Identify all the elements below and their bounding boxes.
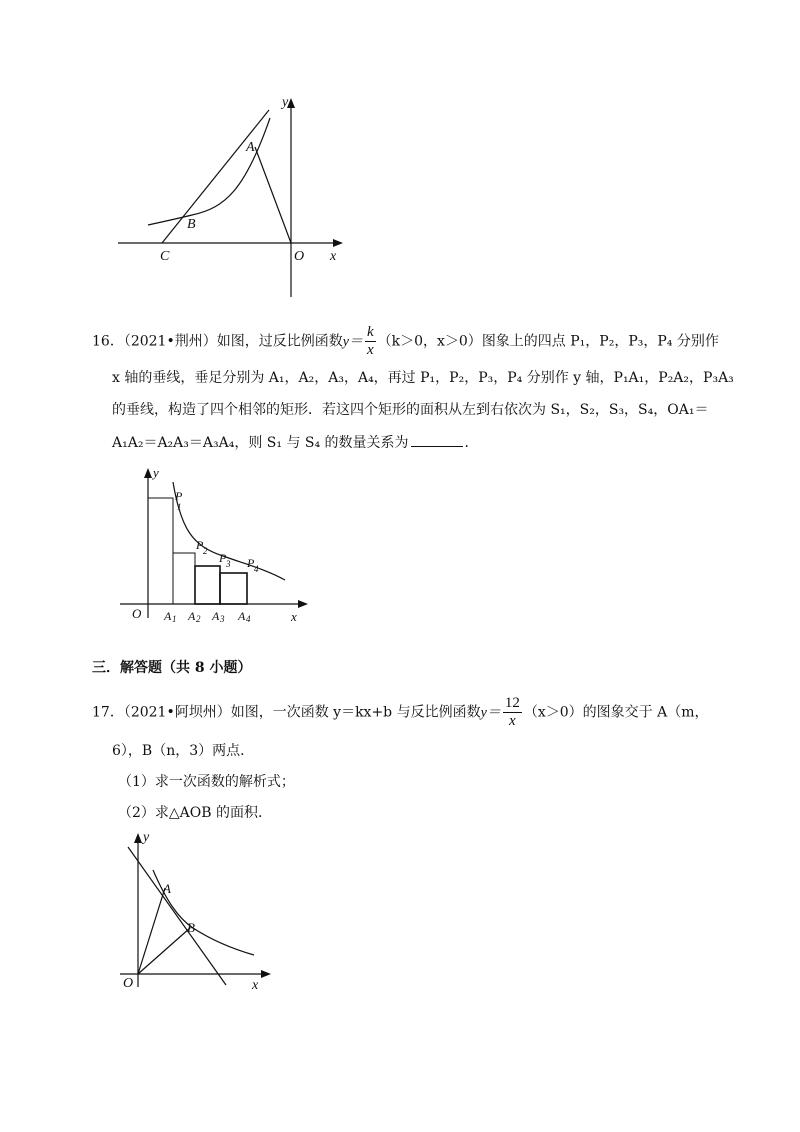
q16-frac-num: k — [366, 324, 374, 340]
rect-s2 — [173, 553, 195, 604]
hyperbola-curve — [148, 118, 270, 225]
q16-text-1: 如图，过反比例函数 — [216, 333, 343, 350]
q17-func-prefix: y＝ — [480, 705, 501, 721]
q17-text-1: 如图，一次函数 y＝kx+b 与反比例函数 — [230, 704, 481, 721]
label-c: C — [160, 249, 170, 264]
segment-ao — [255, 147, 291, 243]
label-p2: P — [196, 538, 204, 552]
label-a3: A — [212, 609, 220, 623]
figure-q17 — [118, 825, 278, 995]
q16-line-2: x 轴的垂线，垂足分别为 A₁，A₂，A₃，A₄，再过 P₁，P₂，P₃，P₄ 分别作 y 轴，P₁A₁，P₂A₂，P₃A₃ — [112, 370, 734, 386]
label-a4: A — [238, 609, 246, 623]
label-x: x — [252, 978, 259, 993]
q17-frac-den: x — [508, 713, 516, 729]
q16-func-prefix: y＝ — [342, 334, 363, 350]
label-p3: P — [219, 551, 227, 565]
q16-source: （2021•荆州） — [123, 333, 217, 350]
q17-line-1 — [92, 696, 708, 729]
q17-frac-num: 12 — [504, 695, 520, 711]
label-a1-sub: 1 — [172, 614, 177, 624]
q16-frac-den: x — [366, 342, 374, 358]
q16-text-4: A₁A₂＝A₂A₃＝A₃A₄，则 S₁ 与 S₄ 的数量关系为 — [112, 435, 409, 451]
q16-fraction — [365, 325, 376, 358]
answer-blank[interactable] — [411, 432, 463, 447]
segment-oa — [138, 888, 165, 974]
line-ab — [128, 847, 226, 985]
q17-text-1b: （x＞0）的图象交于 A（m， — [523, 704, 709, 721]
label-p2-sub: 2 — [203, 546, 208, 556]
q16-line-1 — [92, 325, 719, 358]
label-a2: A — [188, 609, 196, 623]
y-axis-arrow — [144, 468, 152, 478]
figure-q15 — [110, 90, 360, 305]
section-heading: 三．解答题（共 8 小题） — [92, 660, 252, 676]
label-a4-sub: 4 — [246, 614, 251, 624]
label-a: A — [163, 881, 171, 896]
x-axis-arrow — [298, 600, 308, 608]
q17-part-2: （2）求△AOB 的面积． — [118, 805, 272, 821]
label-p4-sub: 4 — [254, 564, 259, 574]
q16-text-4b: ． — [464, 435, 479, 451]
label-a2-sub: 2 — [196, 614, 201, 624]
q16-text-1b: 图象上的四点 P₁，P₂，P₃，P₄ 分别作 — [481, 333, 719, 350]
label-a: A — [246, 140, 255, 155]
label-p1-sub: 1 — [177, 502, 182, 512]
q16-condition: （k＞0，x＞0） — [377, 333, 482, 350]
q16-number: 16． — [92, 333, 124, 350]
y-axis-arrow — [134, 833, 142, 843]
figure-q16 — [115, 460, 315, 625]
label-y: y — [282, 95, 289, 110]
line-ca — [162, 110, 269, 243]
rect-s1 — [148, 498, 173, 604]
q17-number: 17． — [92, 704, 124, 721]
x-axis-arrow — [261, 970, 271, 978]
label-x: x — [330, 249, 337, 264]
label-b: B — [187, 920, 195, 935]
label-o: O — [294, 249, 305, 264]
label-p3-sub: 3 — [226, 559, 231, 569]
rect-s4 — [220, 573, 247, 604]
q17-fraction — [503, 696, 522, 729]
label-o: O — [132, 606, 142, 621]
rect-s3 — [195, 566, 220, 604]
q17-line-2: 6），B（n，3）两点． — [112, 743, 255, 759]
x-axis-arrow — [333, 239, 343, 247]
label-p4: P — [247, 556, 255, 570]
q17-source: （2021•阿坝州） — [123, 704, 231, 721]
label-p1: P — [175, 489, 183, 503]
q16-line-4 — [112, 432, 479, 453]
q17-part-1: （1）求一次函数的解析式； — [118, 774, 295, 790]
q16-line-3: 的垂线，构造了四个相邻的矩形．若这四个矩形的面积从左到右依次为 S₁，S₂，S₃，S₄，OA₁＝ — [112, 402, 709, 418]
label-o: O — [123, 976, 134, 991]
label-a1: A — [164, 609, 172, 623]
label-x: x — [291, 609, 297, 624]
label-y: y — [143, 830, 150, 845]
label-b: B — [187, 217, 196, 232]
label-a3-sub: 3 — [220, 614, 225, 624]
label-y: y — [153, 465, 159, 480]
